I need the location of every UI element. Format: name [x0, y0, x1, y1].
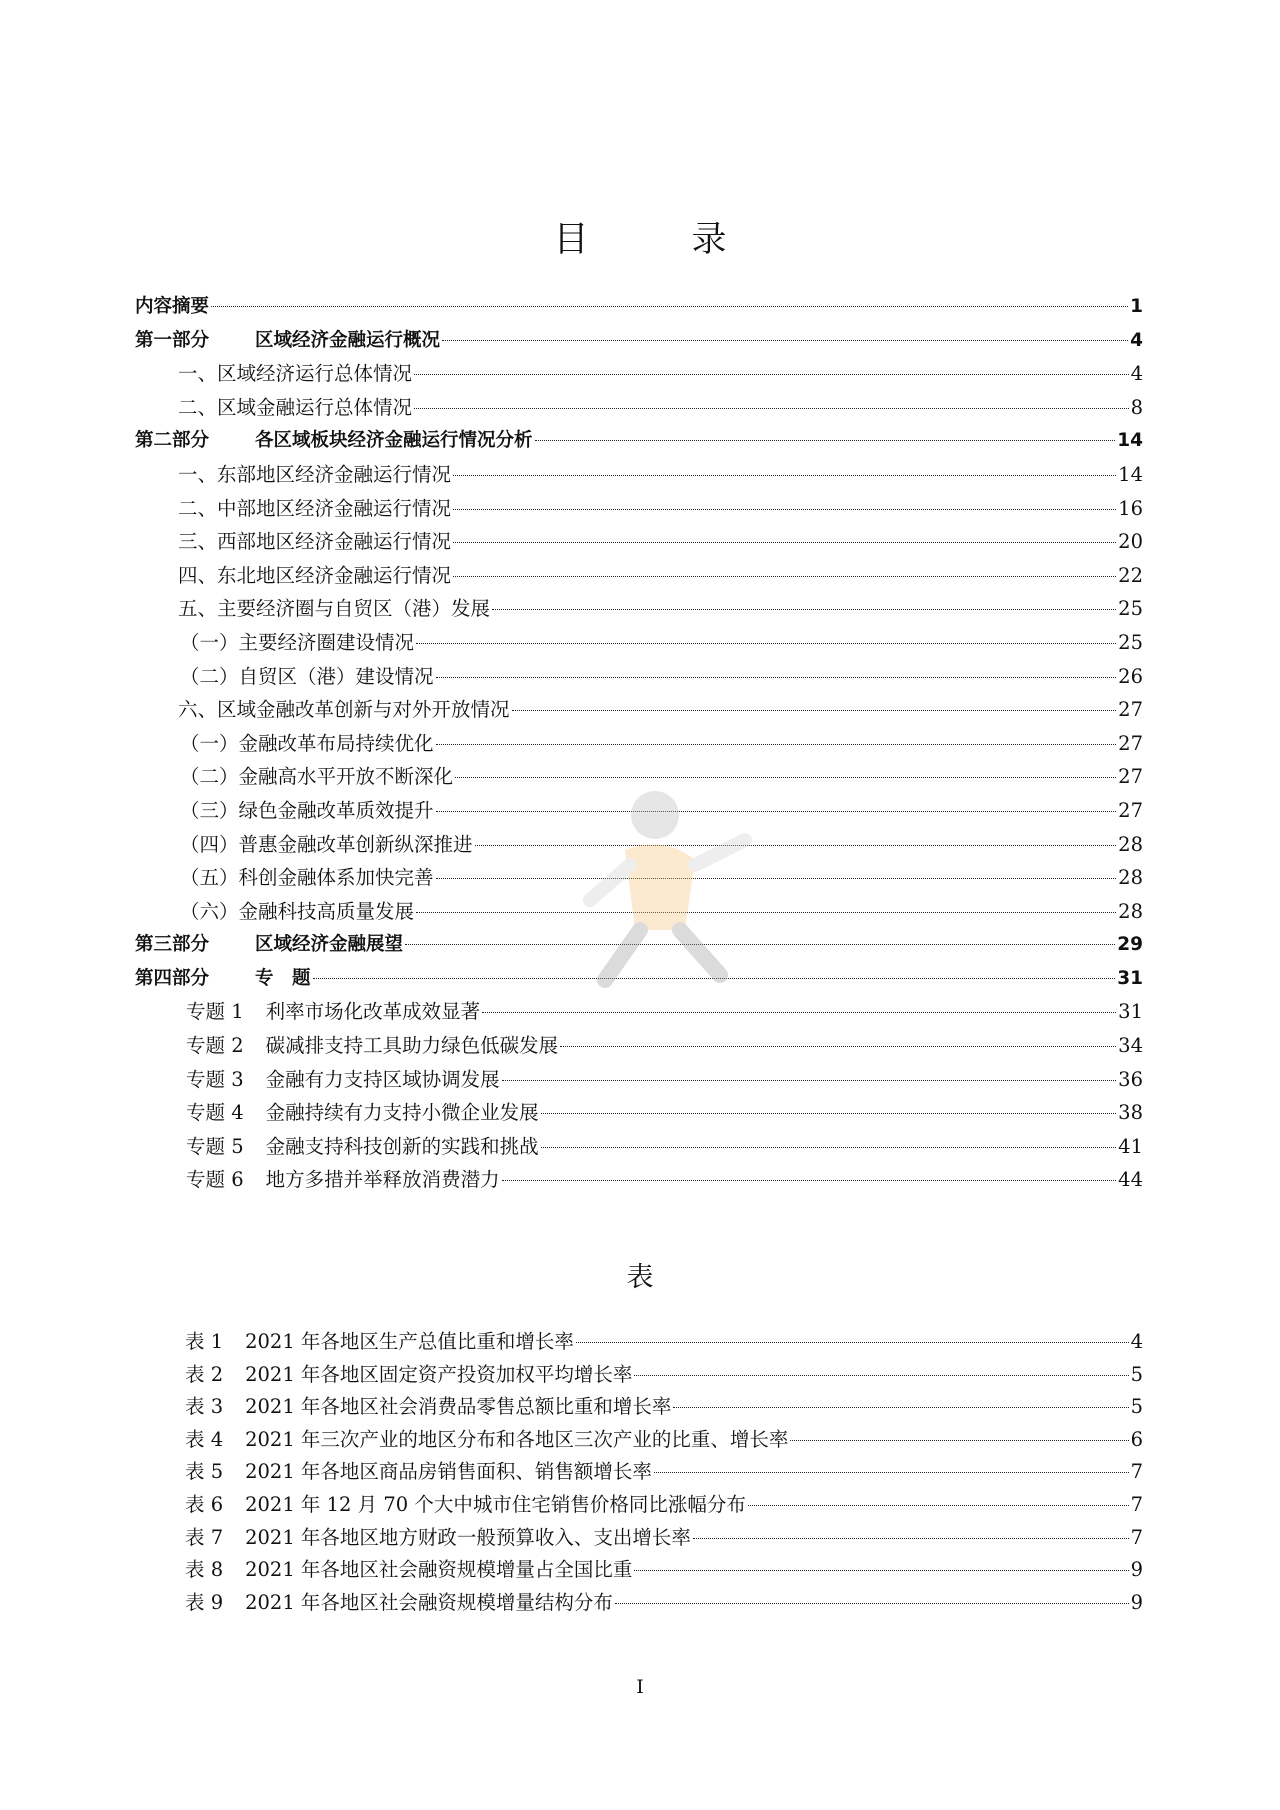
toc-entry-page: 20 — [1118, 530, 1143, 554]
toc-entry-title: （二）金融高水平开放不断深化 — [180, 765, 454, 789]
table-entry[interactable] — [177, 1326, 1143, 1359]
toc-entry-page: 1 — [1130, 296, 1143, 317]
toc-entry-title: 二、中部地区经济金融运行情况 — [178, 496, 452, 520]
leader-dots — [442, 340, 1128, 341]
table-entry-label — [177, 1522, 691, 1555]
toc-entry-label — [178, 525, 451, 559]
table-entry-title: 2021 年三次产业的地区分布和各地区三次产业的比重、增长率 — [245, 1427, 789, 1451]
table-entry-number: 表 7 — [185, 1525, 224, 1549]
toc-entry-page: 31 — [1117, 967, 1143, 989]
toc-entry-label — [178, 458, 451, 492]
toc-entry-page: 41 — [1118, 1134, 1143, 1158]
toc-entry[interactable] — [135, 592, 1143, 626]
leader-dots — [512, 710, 1117, 711]
table-entry-title: 2021 年各地区商品房销售面积、销售额增长率 — [245, 1460, 652, 1484]
toc-entry-label — [178, 357, 412, 391]
toc-entry[interactable] — [135, 391, 1143, 425]
table-entry-number: 表 3 — [185, 1395, 224, 1419]
toc-entry-number: 内容摘要 — [135, 296, 210, 317]
toc-entry-title: 区域经济金融展望 — [255, 934, 404, 956]
table-entry-title: 2021 年各地区地方财政一般预算收入、支出增长率 — [245, 1525, 691, 1549]
table-entry-page: 5 — [1130, 1362, 1143, 1386]
toc-entry-page: 14 — [1117, 430, 1143, 452]
toc-entry-title: 二、区域金融运行总体情况 — [178, 395, 413, 419]
page-title: 目 录 — [553, 220, 761, 260]
toc-entry-label — [180, 861, 434, 895]
leader-dots — [211, 306, 1128, 307]
toc-entry-page: 27 — [1118, 698, 1143, 722]
toc-entry-page: 8 — [1130, 395, 1143, 419]
leader-dots — [634, 1375, 1128, 1376]
toc-entry-title: 区域经济金融运行概况 — [255, 329, 441, 351]
toc-entry-title: 一、东部地区经济金融运行情况 — [178, 462, 452, 486]
toc-entry-title: 地方多措并举释放消费潜力 — [265, 1168, 500, 1192]
toc-entry-title: 金融持续有力支持小微企业发展 — [265, 1101, 539, 1125]
leader-dots — [436, 744, 1117, 745]
toc-entry[interactable] — [135, 324, 1143, 358]
table-entry-title: 2021 年各地区生产总值比重和增长率 — [245, 1330, 574, 1353]
toc-entry-label — [180, 660, 434, 694]
leader-dots — [492, 609, 1116, 610]
table-entry[interactable] — [177, 1587, 1143, 1620]
toc-entry-number: 专题 4 — [186, 1101, 244, 1125]
table-entry-title: 2021 年各地区固定资产投资加权平均增长率 — [245, 1362, 633, 1386]
leader-dots — [535, 440, 1116, 441]
toc-entry-page: 25 — [1118, 630, 1143, 654]
toc-entry-label — [178, 995, 480, 1029]
leader-dots — [790, 1440, 1128, 1441]
table-entry-number: 表 2 — [185, 1362, 224, 1386]
toc-entry-label — [180, 828, 473, 862]
toc-entry-label — [178, 1063, 500, 1097]
table-of-contents — [135, 290, 1143, 1197]
toc-entry-page: 25 — [1118, 597, 1143, 621]
toc-entry-label — [178, 1096, 539, 1130]
toc-entry-label — [135, 290, 209, 324]
table-entry[interactable] — [177, 1456, 1143, 1489]
toc-entry-title: 三、西部地区经济金融运行情况 — [178, 530, 452, 554]
toc-entry-page: 16 — [1118, 496, 1143, 520]
toc-entry[interactable] — [135, 1063, 1143, 1097]
toc-entry[interactable] — [135, 626, 1143, 660]
leader-dots — [455, 777, 1116, 778]
toc-entry-number: 第二部分 — [135, 430, 210, 452]
table-entry-label — [177, 1587, 613, 1620]
leader-dots — [416, 643, 1116, 644]
toc-entry-title: （一）主要经济圈建设情况 — [180, 630, 415, 654]
toc-entry[interactable] — [135, 290, 1143, 324]
toc-entry-title: 五、主要经济圈与自贸区（港）发展 — [178, 597, 491, 621]
leader-dots — [436, 811, 1117, 812]
toc-entry-title: 六、区域金融改革创新与对外开放情况 — [178, 698, 510, 722]
toc-entry-title: （二）自贸区（港）建设情况 — [180, 664, 434, 688]
toc-entry[interactable] — [135, 357, 1143, 391]
leader-dots — [453, 509, 1116, 510]
toc-entry-number: 专题 2 — [186, 1034, 244, 1058]
leader-dots — [673, 1407, 1128, 1408]
toc-entry-label — [180, 760, 453, 794]
toc-entry-label — [178, 559, 451, 593]
table-entry-number: 表 8 — [185, 1558, 224, 1582]
table-entry[interactable] — [177, 1554, 1143, 1587]
toc-entry-label — [135, 324, 440, 358]
toc-entry-label — [180, 895, 414, 929]
toc-entry-number: 第四部分 — [135, 967, 210, 989]
toc-entry-title: （六）金融科技高质量发展 — [180, 899, 415, 923]
leader-dots — [414, 374, 1129, 375]
table-entry-page: 6 — [1130, 1427, 1143, 1451]
toc-entry-label — [135, 424, 533, 458]
toc-entry-number: 专题 1 — [186, 1000, 244, 1024]
toc-entry-page: 4 — [1130, 329, 1143, 351]
toc-entry-title: （四）普惠金融改革创新纵深推进 — [180, 832, 473, 856]
toc-entry-page: 34 — [1118, 1034, 1143, 1058]
leader-dots — [502, 1080, 1117, 1081]
toc-entry-title: 各区域板块经济金融运行情况分析 — [255, 430, 533, 452]
toc-entry-page: 29 — [1117, 934, 1143, 956]
table-entry-number: 表 6 — [185, 1492, 224, 1516]
leader-dots — [634, 1570, 1128, 1571]
toc-entry-page: 44 — [1118, 1168, 1143, 1192]
table-entry-number: 表 5 — [185, 1460, 224, 1484]
leader-dots — [654, 1472, 1129, 1473]
toc-entry-title: 一、区域经济运行总体情况 — [178, 362, 413, 386]
leader-dots — [453, 475, 1116, 476]
toc-entry-label — [178, 1130, 539, 1164]
leader-dots — [453, 542, 1116, 543]
toc-entry-label — [180, 626, 414, 660]
toc-entry-page: 28 — [1118, 832, 1143, 856]
toc-entry-number: 专题 5 — [186, 1134, 244, 1158]
table-entry-label — [177, 1554, 632, 1587]
toc-entry-page: 26 — [1118, 664, 1143, 688]
toc-entry-page: 36 — [1118, 1067, 1143, 1091]
toc-entry-page: 27 — [1118, 798, 1143, 822]
table-entry-label — [177, 1326, 574, 1359]
table-entry-number: 表 4 — [185, 1427, 224, 1451]
toc-entry[interactable] — [135, 1163, 1143, 1197]
table-entry-page: 4 — [1130, 1330, 1143, 1353]
toc-entry[interactable] — [135, 492, 1143, 526]
table-entry[interactable] — [177, 1359, 1143, 1392]
toc-entry[interactable] — [135, 1130, 1143, 1164]
toc-entry-title: （一）金融改革布局持续优化 — [180, 731, 434, 755]
list-of-tables — [177, 1326, 1143, 1619]
leader-dots — [502, 1180, 1117, 1181]
table-entry-label — [177, 1391, 671, 1424]
toc-entry-number: 第三部分 — [135, 934, 210, 956]
toc-entry-page: 31 — [1118, 1000, 1143, 1024]
table-entry-page: 5 — [1130, 1395, 1143, 1419]
leader-dots — [414, 408, 1129, 409]
table-entry-page: 9 — [1130, 1558, 1143, 1582]
toc-entry-page: 28 — [1118, 866, 1143, 890]
toc-entry-label — [180, 794, 434, 828]
table-entry-label — [177, 1424, 788, 1457]
table-entry[interactable] — [177, 1489, 1143, 1522]
toc-entry[interactable] — [135, 727, 1143, 761]
table-entry-title: 2021 年各地区社会融资规模增量结构分布 — [245, 1590, 613, 1614]
toc-entry-label — [178, 391, 412, 425]
toc-entry-title: 专 题 — [255, 967, 311, 989]
toc-entry-page: 27 — [1118, 765, 1143, 789]
toc-entry-page: 4 — [1130, 362, 1143, 386]
toc-entry[interactable] — [135, 424, 1143, 458]
toc-entry-title: （五）科创金融体系加快完善 — [180, 866, 434, 890]
toc-entry[interactable] — [135, 525, 1143, 559]
toc-entry-label — [178, 1029, 558, 1063]
table-entry-page: 7 — [1130, 1492, 1143, 1516]
table-entry-label — [177, 1489, 746, 1522]
toc-entry-title: 利率市场化改革成效显著 — [265, 1000, 481, 1024]
toc-entry-label — [178, 693, 510, 727]
toc-entry-label — [178, 1163, 500, 1197]
leader-dots — [541, 1147, 1117, 1148]
table-entry[interactable] — [177, 1522, 1143, 1555]
toc-entry-number: 第一部分 — [135, 329, 210, 351]
toc-entry-title: 四、东北地区经济金融运行情况 — [178, 563, 452, 587]
table-entry[interactable] — [177, 1391, 1143, 1424]
runner-watermark-icon — [545, 780, 775, 1010]
toc-entry[interactable] — [135, 458, 1143, 492]
toc-entry-title: 金融有力支持区域协调发展 — [265, 1067, 500, 1091]
toc-entry-label — [178, 492, 451, 526]
table-entry-title: 2021 年各地区社会融资规模增量占全国比重 — [245, 1558, 633, 1582]
leader-dots — [436, 677, 1117, 678]
toc-entry-number: 专题 3 — [186, 1067, 244, 1091]
leader-dots — [436, 878, 1117, 879]
toc-entry-title: 碳减排支持工具助力绿色低碳发展 — [265, 1034, 559, 1058]
table-entry-number: 表 1 — [185, 1330, 224, 1353]
table-entry-title: 2021 年 12 月 70 个大中城市住宅销售价格同比涨幅分布 — [245, 1492, 746, 1516]
leader-dots — [482, 1012, 1116, 1013]
leader-dots — [560, 1046, 1116, 1047]
tables-heading: 表 — [626, 1262, 654, 1293]
leader-dots — [541, 1113, 1117, 1114]
toc-entry-label — [178, 592, 490, 626]
toc-entry[interactable] — [135, 1096, 1143, 1130]
toc-entry[interactable] — [135, 1029, 1143, 1063]
toc-entry[interactable] — [135, 559, 1143, 593]
leader-dots — [576, 1342, 1129, 1343]
toc-entry-title: （三）绿色金融改革质效提升 — [180, 798, 434, 822]
table-entry-page: 7 — [1130, 1525, 1143, 1549]
table-entry[interactable] — [177, 1424, 1143, 1457]
leader-dots — [748, 1505, 1129, 1506]
table-entry-number: 表 9 — [185, 1590, 224, 1614]
toc-entry-number: 专题 6 — [186, 1168, 244, 1192]
toc-entry[interactable] — [135, 660, 1143, 694]
leader-dots — [453, 576, 1116, 577]
toc-entry-title: 金融支持科技创新的实践和挑战 — [265, 1134, 539, 1158]
table-entry-page: 9 — [1130, 1590, 1143, 1614]
toc-entry-label — [135, 928, 403, 962]
toc-entry-page: 28 — [1118, 899, 1143, 923]
toc-entry-page: 14 — [1118, 462, 1143, 486]
toc-entry-page: 38 — [1118, 1101, 1143, 1125]
toc-entry-label — [135, 962, 311, 996]
table-entry-title: 2021 年各地区社会消费品零售总额比重和增长率 — [245, 1395, 672, 1419]
toc-entry-label — [180, 727, 434, 761]
page-number: I — [636, 1676, 644, 1698]
leader-dots — [693, 1538, 1129, 1539]
table-entry-label — [177, 1456, 652, 1489]
table-entry-page: 7 — [1130, 1460, 1143, 1484]
toc-entry-page: 27 — [1118, 731, 1143, 755]
leader-dots — [615, 1603, 1129, 1604]
table-entry-label — [177, 1359, 632, 1392]
toc-entry[interactable] — [135, 693, 1143, 727]
toc-entry-page: 22 — [1118, 563, 1143, 587]
